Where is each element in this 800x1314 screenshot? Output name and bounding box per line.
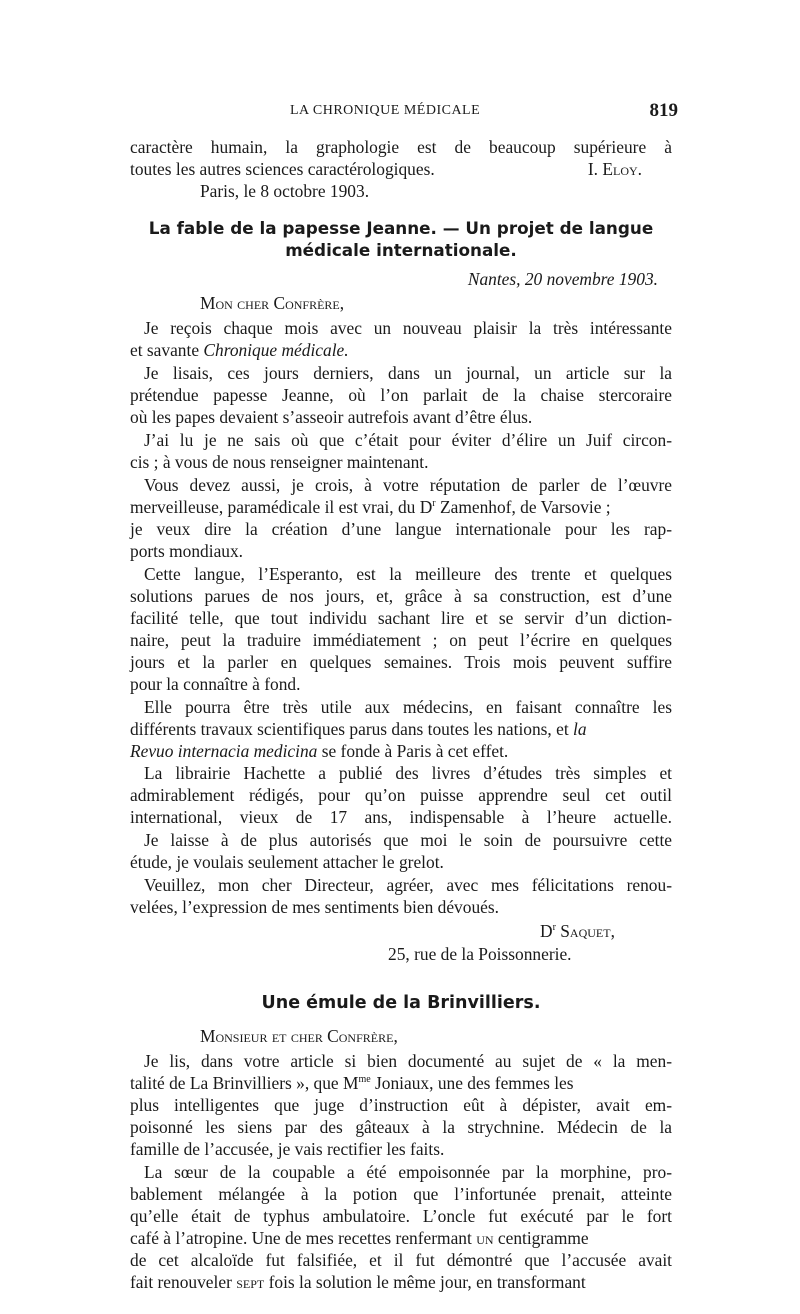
text-line: jours et la parler en quelques semaines. Trois mois peuvent suffire — [130, 652, 672, 672]
text-line: Je lisais, ces jours derniers, dans un journal, un article sur la — [144, 363, 672, 383]
text-line — [130, 718, 672, 740]
text-line: je veux dire la création d’une langue internationale pour les rap- — [130, 519, 672, 539]
dateline-paris: Paris, le 8 octobre 1903. — [200, 181, 370, 201]
text-line: La librairie Hachette a publié des livres d’études très simples et — [144, 763, 672, 783]
text-line: Veuillez, mon cher Directeur, agréer, avec mes félicitations renou- — [144, 875, 672, 895]
article-title-line: La fable de la papesse Jeanne. — Un projet de langue — [148, 218, 654, 238]
small-caps-text: sept — [236, 1272, 265, 1292]
text-line: prétendue papesse Jeanne, où l’on parlait de la chaise stercoraire — [130, 385, 672, 405]
text-fragment: café à l’atropine. Une de mes recettes renfermant — [130, 1228, 477, 1248]
text-fragment: différents travaux scientifiques parus dans toutes les nations, et — [130, 719, 574, 739]
text-fragment: D — [419, 497, 433, 517]
address: 25, rue de la Poissonnerie. — [388, 944, 572, 964]
text-line: Elle pourra être très utile aux médecins, en faisant connaître les — [144, 697, 672, 717]
dateline-nantes — [130, 268, 658, 290]
superscript: r — [552, 922, 556, 934]
text-line: famille de l’accusée, je vais rectifier les faits. — [130, 1139, 445, 1159]
text-fragment: fois la solution le même jour, en transformant — [264, 1272, 586, 1292]
text-line: La sœur de la coupable a été empoisonnée par la morphine, pro- — [144, 1162, 672, 1182]
text-line: velées, l’expression de mes sentiments bien dévoués. — [130, 897, 499, 917]
text-fragment: toutes les autres sciences caractérologiques. — [130, 159, 435, 179]
running-header-title: LA CHRONIQUE MÉDICALE — [290, 103, 481, 118]
italic-text: la — [573, 719, 587, 739]
dateline-text: Nantes, 20 novembre 1903. — [467, 269, 658, 289]
text-line: Cette langue, l’Esperanto, est la meilleure des trente et quelques — [144, 564, 672, 584]
superscript: r — [432, 498, 436, 510]
text-line: solutions parues de nos jours, et, grâce à sa construction, est d’une — [130, 586, 672, 606]
text-line — [130, 1227, 672, 1249]
text-line: bablement mélangée à la potion que l’infortunée prenait, atteinte — [130, 1184, 672, 1204]
text-line: admirablement rédigés, pour qu’on puisse apprendre seul cet outil — [130, 785, 672, 805]
text-line: Je reçois chaque mois avec un nouveau plaisir la très intéressante — [144, 318, 672, 338]
text-fragment: talité de La Brinvilliers », que M — [130, 1073, 359, 1093]
text-line: caractère humain, la graphologie est de beaucoup supérieure à — [130, 137, 672, 157]
text-line: ports mondiaux. — [130, 541, 244, 561]
text-line — [130, 740, 508, 762]
text-fragment: Joniaux, une des femmes les — [370, 1073, 574, 1093]
text-line: de cet alcaloïde fut falsifiée, et il fut démontré que l’accusée avait — [130, 1250, 672, 1270]
text-fragment: merveilleuse, paramédicale il est vrai, du — [130, 497, 420, 517]
italic-text: Chronique médicale. — [203, 340, 349, 360]
text-fragment: se fonde à Paris à cet effet. — [317, 741, 509, 761]
text-fragment: Zamenhof, de Varsovie ; — [435, 497, 611, 517]
salutation: Mon cher Confrère, — [200, 293, 345, 313]
text-line — [130, 158, 672, 180]
text-line — [130, 1072, 672, 1094]
text-line: J’ai lu je ne sais où que c’était pour éviter d’élire un Juif circon- — [144, 430, 672, 450]
text-line: Vous devez aussi, je crois, à votre réputation de parler de l’œuvre — [144, 475, 672, 495]
page-number: 819 — [649, 100, 678, 121]
italic-text: Revuo internacia medicina — [130, 741, 318, 761]
text-line: poisonné les siens par des gâteaux à la strychnine. Médecin de la — [130, 1117, 672, 1137]
salutation: Monsieur et cher Confrère, — [200, 1026, 398, 1046]
text-fragment: centigramme — [493, 1228, 589, 1248]
text-line: cis ; à vous de nous renseigner maintenant. — [130, 452, 429, 472]
text-fragment: et savante — [130, 340, 204, 360]
text-line: plus intelligentes que juge d’instruction eût à dépister, avait em- — [130, 1095, 672, 1115]
author-signature: I. Eloy. — [587, 159, 642, 179]
text-line: qu’elle était de typhus ambulatoire. L’oncle fut exécuté par le fort — [130, 1206, 672, 1226]
text-line: naire, peut la traduire immédiatement ; on peut l’écrire en quelques — [130, 630, 672, 650]
text-fragment: fait renouveler — [130, 1272, 237, 1292]
article-title-line: médicale internationale. — [285, 240, 517, 260]
text-line: Je laisse à de plus autorisés que moi le soin de poursuivre cette — [144, 830, 672, 850]
superscript: me — [358, 1074, 371, 1086]
signature-name: Saquet, — [555, 921, 615, 941]
signature — [540, 920, 615, 942]
article-title: Une émule de la Brinvilliers. — [261, 993, 541, 1013]
text-line — [130, 1271, 672, 1293]
text-line — [130, 339, 349, 361]
text-line: facilité telle, que tout individu sachant lire et se servir d’un diction- — [130, 608, 672, 628]
small-caps-text: un — [476, 1228, 494, 1248]
text-line: Je lis, dans votre article si bien documenté au sujet de « la men- — [144, 1051, 672, 1071]
text-line: où les papes devaient s’asseoir autrefois avant d’être élus. — [130, 407, 533, 427]
text-line: étude, je voulais seulement attacher le grelot. — [130, 852, 444, 872]
text-fragment: D — [540, 921, 553, 941]
text-line — [130, 496, 672, 518]
text-line: pour la connaître à fond. — [130, 674, 301, 694]
text-line: international, vieux de 17 ans, indispensable à l’heure actuelle. — [130, 807, 672, 827]
